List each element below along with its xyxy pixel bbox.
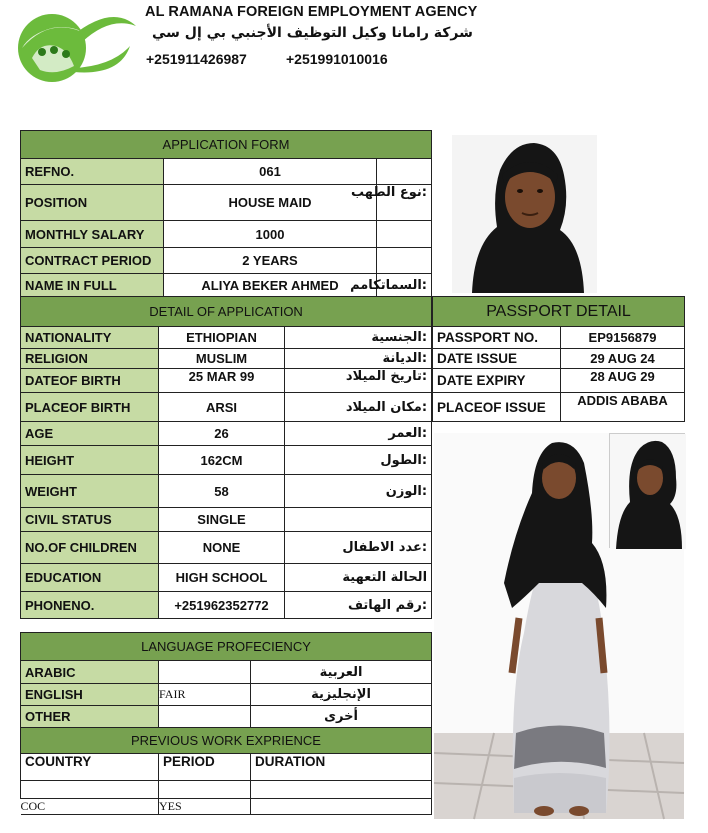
language-table xyxy=(20,632,432,728)
portrait-photo xyxy=(452,135,597,293)
language-value xyxy=(159,661,251,684)
work-title: PREVIOUS WORK EXPRIENCE xyxy=(21,728,432,754)
work-cell xyxy=(21,781,159,799)
coc-label: COC xyxy=(21,799,159,815)
language-value: FAIR xyxy=(159,684,251,706)
detail-label: WEIGHT xyxy=(21,475,159,508)
detail-title: DETAIL OF APPLICATION xyxy=(21,297,432,327)
language-arabic: الإنجليزية xyxy=(251,684,432,706)
detail-value: NONE xyxy=(159,532,285,564)
form-arabic xyxy=(377,221,432,248)
work-cell xyxy=(251,781,432,799)
work-header-duration: DURATION xyxy=(251,754,432,781)
detail-label: NO.OF CHILDREN xyxy=(21,532,159,564)
language-title: LANGUAGE PROFECIENCY xyxy=(21,633,432,661)
form-value: 061 xyxy=(164,159,377,185)
work-header-country: COUNTRY xyxy=(21,754,159,781)
passport-value: EP9156879 xyxy=(561,327,685,349)
form-arabic xyxy=(377,159,432,185)
form-value: 2 YEARS xyxy=(164,248,377,274)
work-cell xyxy=(251,799,432,815)
agency-name: AL RAMANA FOREIGN EMPLOYMENT AGENCY xyxy=(145,4,478,20)
detail-arabic: :الديانة xyxy=(285,349,432,369)
detail-arabic xyxy=(285,508,432,532)
language-arabic: أخرى xyxy=(251,706,432,728)
detail-value: ETHIOPIAN xyxy=(159,327,285,349)
detail-label: PLACEOF BIRTH xyxy=(21,393,159,422)
application-form-table xyxy=(20,130,432,297)
work-cell xyxy=(159,781,251,799)
detail-arabic: :الوزن xyxy=(285,475,432,508)
detail-value: HIGH SCHOOL xyxy=(159,564,285,592)
language-label: ENGLISH xyxy=(21,684,159,706)
application-form-title: APPLICATION FORM xyxy=(21,131,432,159)
detail-arabic: :الجنسية xyxy=(285,327,432,349)
passport-label: PASSPORT NO. xyxy=(433,327,561,349)
language-label: OTHER xyxy=(21,706,159,728)
language-label: ARABIC xyxy=(21,661,159,684)
agency-name-arabic: شركة رامانا وكيل التوظيف الأجنبي بي إل سي xyxy=(152,25,473,41)
detail-value: 25 MAR 99 xyxy=(159,369,285,393)
passport-value: 28 AUG 29 xyxy=(561,369,685,393)
detail-label: CIVIL STATUS xyxy=(21,508,159,532)
detail-value: 162CM xyxy=(159,446,285,475)
detail-label: RELIGION xyxy=(21,349,159,369)
detail-label: DATEOF BIRTH xyxy=(21,369,159,393)
form-label: MONTHLY SALARY xyxy=(21,221,164,248)
passport-label: DATE ISSUE xyxy=(433,349,561,369)
detail-arabic: :تاريخ الميلاد xyxy=(285,369,432,393)
language-value xyxy=(159,706,251,728)
detail-table xyxy=(20,296,432,619)
form-label: NAME IN FULL xyxy=(21,274,164,297)
work-header-period: PERIOD xyxy=(159,754,251,781)
form-value: ALIYA BEKER AHMED xyxy=(164,274,377,297)
coc-value: YES xyxy=(159,799,251,815)
inset-portrait-photo xyxy=(609,433,685,548)
form-value: 1000 xyxy=(164,221,377,248)
detail-label: HEIGHT xyxy=(21,446,159,475)
detail-arabic: :العمر xyxy=(285,422,432,446)
passport-label: PLACEOF ISSUE xyxy=(433,393,561,422)
detail-arabic: :الطول xyxy=(285,446,432,475)
passport-label: DATE EXPIRY xyxy=(433,369,561,393)
work-table xyxy=(20,727,432,815)
detail-arabic: :عدد الاطفال xyxy=(285,532,432,564)
detail-value: 26 xyxy=(159,422,285,446)
form-arabic xyxy=(377,248,432,274)
passport-table xyxy=(432,296,685,422)
form-label: REFNO. xyxy=(21,159,164,185)
form-value: HOUSE MAID xyxy=(164,185,377,221)
detail-value: 58 xyxy=(159,475,285,508)
form-label: POSITION xyxy=(21,185,164,221)
detail-label: AGE xyxy=(21,422,159,446)
form-arabic: :نوع الطهب xyxy=(377,185,432,221)
detail-value: +251962352772 xyxy=(159,592,285,619)
language-arabic: العربية xyxy=(251,661,432,684)
passport-value: 29 AUG 24 xyxy=(561,349,685,369)
form-label: CONTRACT PERIOD xyxy=(21,248,164,274)
passport-value: ADDIS ABABA xyxy=(561,393,685,422)
form-arabic: :السماتكامم xyxy=(377,274,432,297)
detail-value: MUSLIM xyxy=(159,349,285,369)
detail-label: PHONENO. xyxy=(21,592,159,619)
detail-value: SINGLE xyxy=(159,508,285,532)
detail-arabic: الحالة التعهية xyxy=(285,564,432,592)
passport-title: PASSPORT DETAIL xyxy=(433,297,685,327)
detail-label: EDUCATION xyxy=(21,564,159,592)
detail-label: NATIONALITY xyxy=(21,327,159,349)
detail-arabic: :مكان الميلاد xyxy=(285,393,432,422)
agency-phone-2: +251991010016 xyxy=(286,51,388,67)
detail-value: ARSI xyxy=(159,393,285,422)
agency-logo xyxy=(12,6,138,84)
detail-arabic: :رقم الهاتف xyxy=(285,592,432,619)
agency-phone-1: +251911426987 xyxy=(146,51,247,67)
